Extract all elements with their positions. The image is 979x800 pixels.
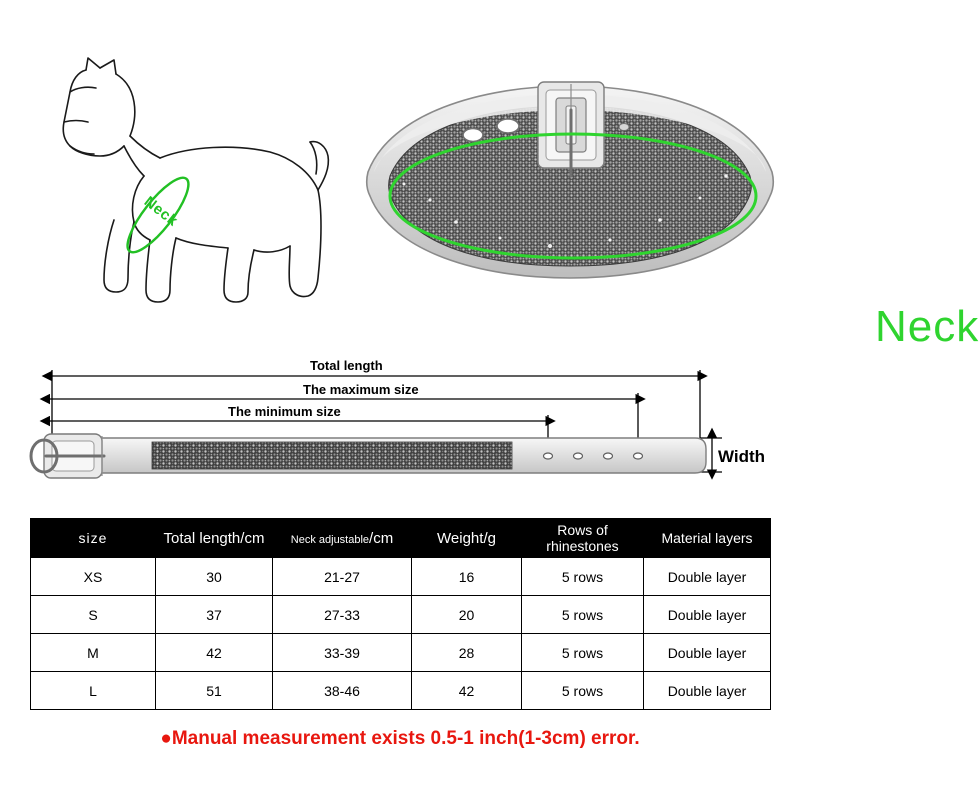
header-rows-line1: Rows of <box>557 521 608 538</box>
table-row <box>31 672 771 710</box>
header-weight-text: Weight <box>437 529 484 547</box>
table-row <box>31 596 771 634</box>
cell-total-length: 51 <box>156 672 273 710</box>
header-size: size <box>31 519 156 558</box>
cell-weight: 28 <box>412 634 522 672</box>
header-neck-adjustable-text: Neck adjustable <box>290 533 370 546</box>
illustration-area <box>0 0 979 351</box>
header-neck-adjustable-unit: /cm <box>369 529 394 547</box>
table-row <box>31 558 771 596</box>
header-neck-adjustable <box>273 519 412 558</box>
label-maximum-size: The maximum size <box>303 382 419 397</box>
cell-weight: 20 <box>412 596 522 634</box>
cell-neck-adjustable: 33-39 <box>273 634 412 672</box>
cell-weight: 42 <box>412 672 522 710</box>
cell-material: Double layer <box>644 634 771 672</box>
cell-size: S <box>31 596 156 634</box>
header-material-layers: Material layers <box>644 519 771 558</box>
header-total-length <box>156 519 273 558</box>
cell-total-length: 37 <box>156 596 273 634</box>
note-bullet-icon: ● <box>160 728 172 749</box>
table-row <box>31 634 771 672</box>
header-total-length-text: Total length <box>163 529 241 547</box>
cell-size: L <box>31 672 156 710</box>
collar-neck-label: Neck <box>875 302 979 351</box>
cell-material: Double layer <box>644 596 771 634</box>
header-weight-unit: /g <box>483 529 496 547</box>
cell-neck-adjustable: 27-33 <box>273 596 412 634</box>
cell-size: XS <box>31 558 156 596</box>
cell-rows: 5 rows <box>522 558 644 596</box>
header-weight <box>412 519 522 558</box>
label-total-length: Total length <box>310 358 383 373</box>
measurement-diagram <box>0 330 800 505</box>
cell-material: Double layer <box>644 558 771 596</box>
dog-neck-label: Neck <box>140 193 182 230</box>
label-width: Width <box>718 447 766 466</box>
cell-rows: 5 rows <box>522 634 644 672</box>
dog-illustration <box>30 40 350 320</box>
header-total-length-unit: /cm <box>240 529 265 547</box>
measurement-note <box>0 728 800 750</box>
cell-size: M <box>31 634 156 672</box>
cell-material: Double layer <box>644 672 771 710</box>
label-minimum-size: The minimum size <box>228 404 341 419</box>
cell-total-length: 30 <box>156 558 273 596</box>
cell-rows: 5 rows <box>522 672 644 710</box>
cell-neck-adjustable: 21-27 <box>273 558 412 596</box>
size-table <box>30 518 771 710</box>
header-rows-of-rhinestones <box>522 519 644 558</box>
table-header-row <box>31 519 771 558</box>
cell-weight: 16 <box>412 558 522 596</box>
cell-total-length: 42 <box>156 634 273 672</box>
cell-rows: 5 rows <box>522 596 644 634</box>
cell-neck-adjustable: 38-46 <box>273 672 412 710</box>
header-rows-line2: rhinestones <box>546 538 619 554</box>
note-text: Manual measurement exists 0.5-1 inch(1-3cm) error. <box>171 728 640 749</box>
collar-illustration <box>360 80 979 351</box>
